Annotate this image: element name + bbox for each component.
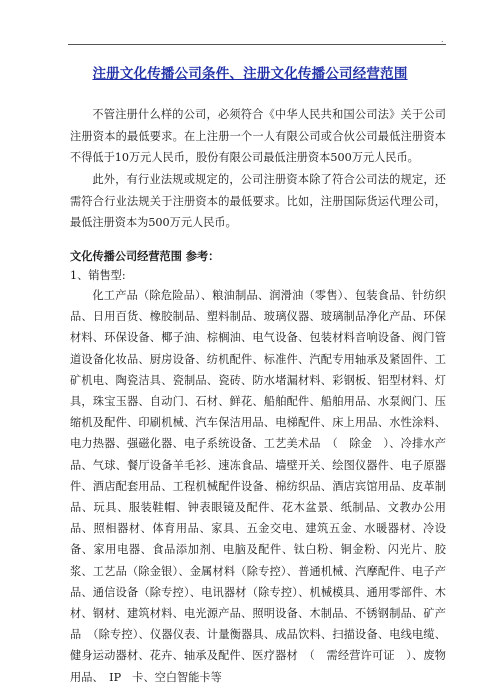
document-title[interactable]: 注册文化传播公司条件、注册文化传播公司经营范围: [92, 66, 408, 82]
sales-heading: 1、销售型:: [70, 269, 126, 282]
header-mark: .: [441, 35, 444, 44]
regulation-paragraph: 此外，有行业法规或规定的，公司注册资本除了符合公司法的规定，还需符合行业法规关于注册资本的最低要求。比如，注册国际货运代理公司，最低注册资本为500万元人民币。: [70, 173, 446, 229]
header-rule: [68, 44, 446, 45]
sales-items-list: 化工产品（除危险品）、粮油制品、润滑油（零售）、包装食品、针纺织品、日用百货、橡胶制品、塑料制品、玻璃仪器、玻璃制品净化产品、环保材料、环保设备、椰子油、棕榈油、电气设备、包装材料音响设备、阀门管道设备化妆品、厨房设备、纺机配件、标准件、汽配专用轴承及紧固件、工矿机电、陶瓷洁具、瓷制品、瓷砖、防水堵漏材料、彩钢板、铝型材料、灯具，珠宝玉器、自动门、石材、鲜花、船舶配件、船舶用品、水泵阀门、压缩机及配件、印刷机械、汽车保洁用品、电梯配件、床上用品、水性涂料、电力热器、强磁化器、电子系统设备、工艺美术品 （ 除金 ）、冷排水产品、气球、餐厅设备羊毛衫、速冻食品、墙壁开关、绘图仪器件、电子原器件、酒店配套用品、工程机械配件设备、棉纺织品、酒店宾馆用品、皮革制品、玩具、服装鞋帽、钟表眼镜及配件、花木盆景、纸制品、文教办公用品、照相器材、体育用品、家具、五金交电、建筑五金、水暖器材、冷设备、家用电器、食品添加剂、电脑及配件、钛白粉、铜金粉、闪光片、胶浆、工艺品（除金银）、金属材料（除专控）、普通机械、汽摩配件、电子产品、通信设备（除专控）、电讯器材（除专控）、机械模具、通用零部件、木材、钢材、建筑材料、电光源产品、照明设备、木制品、不锈钢制品、矿产品 （除专控）、仪器仪表、计量衡器具、成品饮料、扫描设备、电线电缆、健身运动器材、花卉、轴承及配件、医疗器材 （ 需经营许可证 ）、废物用品、 IP 卡、空白智能卡等: [70, 289, 446, 684]
scope-heading: 文化传播公司经营范围 参考：: [70, 249, 220, 263]
intro-paragraph: 不管注册什么样的公司，必须符合《中华人民共和国公司法》关于公司注册资本的最低要求。在上注册一个一人有限公司或合伙公司最低注册资本不得低于10万元人民币，股份有限公司最低注册资本500万元人民币。: [70, 108, 446, 164]
